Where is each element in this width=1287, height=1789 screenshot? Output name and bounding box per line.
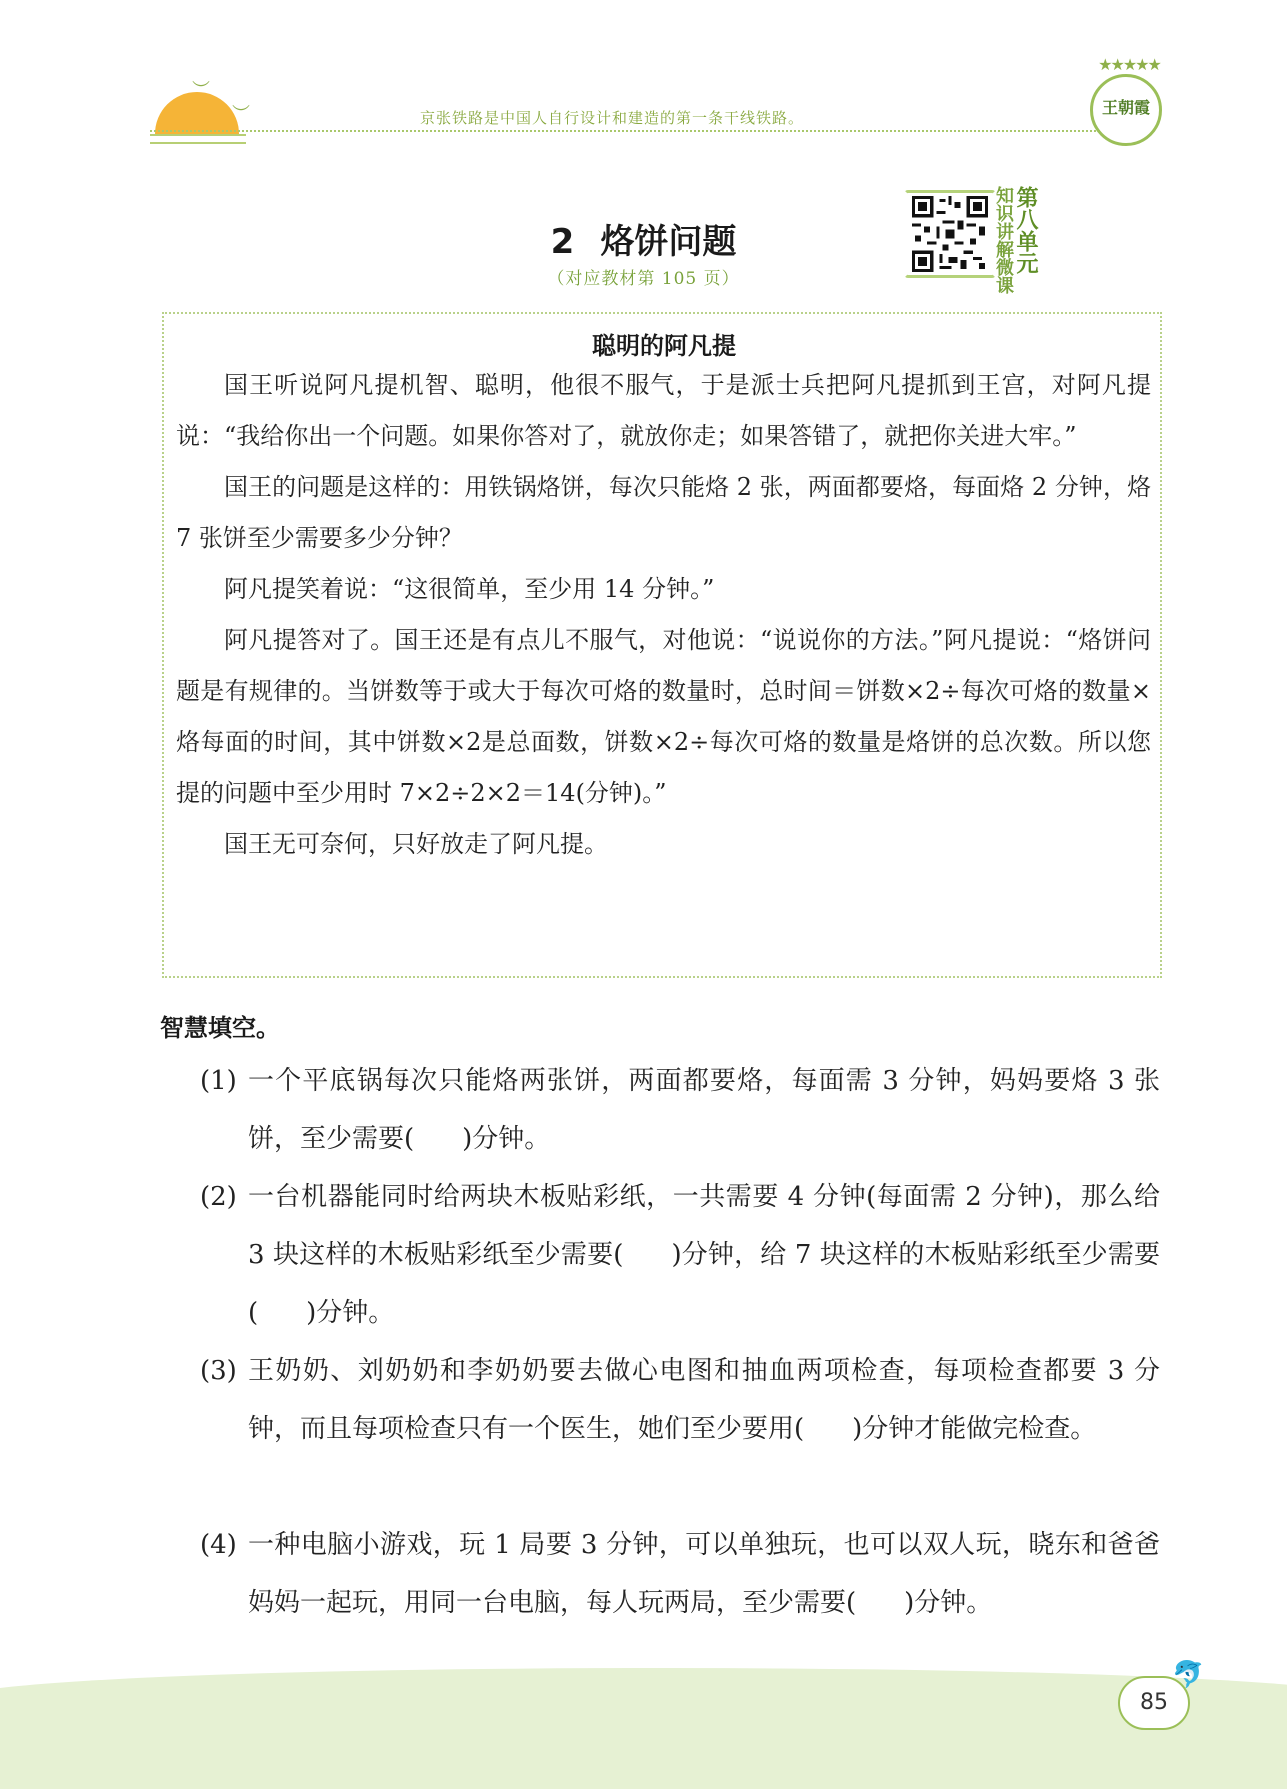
story-paragraph: 国王听说阿凡提机智、聪明，他很不服气，于是派士兵把阿凡提抓到王宫，对阿凡提说：“我给你出一个问题。如果你答对了，就放你走；如果答错了，就把你关进大牢。” — [176, 371, 1151, 450]
question-text: )分钟，给 7 块这样的木板贴彩纸至少需要( — [248, 1240, 1161, 1328]
qr-code-icon[interactable] — [912, 196, 988, 272]
lesson-subtitle: （对应教材第 105 页） — [547, 269, 740, 289]
question-3 — [200, 1342, 1160, 1458]
lesson-number: 2 — [550, 222, 575, 262]
story-paragraph: 阿凡提答对了。国王还是有点儿不服气，对他说：“说说你的方法。”阿凡提说：“烙饼问题是有规律的。当饼数等于或大于每次可烙的数量时，总时间＝饼数×2÷每次可烙的数量×烙每面的时间，其中饼数×2是总面数，饼数×2÷每次可烙的数量是烙饼的总次数。所以您提的问题中至少用时 7×2÷2×2＝14(分钟)。” — [176, 626, 1151, 807]
story-body — [176, 360, 1151, 870]
question-number: (4) — [200, 1530, 237, 1560]
lesson-title — [0, 214, 1287, 263]
question-text: 一种电脑小游戏，玩 1 局要 3 分钟，可以单独玩，也可以双人玩，晓东和爸爸妈妈一起玩，用同一台电脑，每人玩两局，至少需要( — [248, 1530, 1160, 1618]
question-text: )分钟才能做完检查。 — [852, 1414, 1097, 1444]
story-paragraph: 阿凡提笑着说：“这很简单，至少用 14 分钟。” — [224, 575, 715, 603]
header-divider — [150, 130, 1100, 132]
qr-label-unit: 第八单元 — [1013, 186, 1038, 274]
question-number: (1) — [200, 1066, 237, 1096]
dolphin-icon: 🐬 — [1172, 1660, 1205, 1690]
lesson-title-text: 烙饼问题 — [600, 222, 737, 262]
bird-icon: ︶ — [232, 104, 250, 125]
page-number: 85 — [1118, 1676, 1190, 1730]
header-motto: 京张铁路是中国人自行设计和建造的第一条干线铁路。 — [420, 109, 805, 127]
story-paragraph: 国王的问题是这样的：用铁锅烙饼，每次只能烙 2 张，两面都要烙，每面烙 2 分钟，烙 7 张饼至少需要多少分钟？ — [176, 473, 1151, 552]
brand-logo — [1090, 55, 1162, 146]
question-4 — [200, 1516, 1160, 1632]
question-number: (2) — [200, 1182, 237, 1212]
story-box — [162, 312, 1162, 978]
question-text: 王奶奶、刘奶奶和李奶奶要去做心电图和抽血两项检查，每项检查都要 3 分钟，而且每项检查只有一个医生，她们至少要用( — [248, 1356, 1160, 1444]
footer-background — [0, 1690, 1287, 1789]
question-text: )分钟。 — [462, 1124, 551, 1154]
exercise-heading: 智慧填空。 — [160, 1014, 280, 1042]
question-2 — [200, 1168, 1160, 1342]
question-text: )分钟。 — [904, 1588, 993, 1618]
sun-reflection-lines — [150, 134, 246, 150]
question-text: )分钟。 — [306, 1298, 395, 1328]
question-1 — [200, 1052, 1160, 1168]
question-text: 一台机器能同时给两块木板贴彩纸，一共需要 4 分钟(每面需 2 分钟)，那么给 3 块这样的木板贴彩纸至少需要( — [248, 1182, 1160, 1270]
brand-name: 王朝霞 — [1101, 98, 1150, 117]
story-title: 聪明的阿凡提 — [592, 332, 736, 360]
bird-icon: ︶ — [192, 80, 210, 101]
question-number: (3) — [200, 1356, 237, 1386]
question-text: 一个平底锅每次只能烙两张饼，两面都要烙，每面需 3 分钟，妈妈要烙 3 张饼，至少需要( — [248, 1066, 1160, 1154]
qr-label-micro-lesson: 知识讲解微课 — [993, 186, 1014, 294]
story-paragraph: 国王无可奈何，只好放走了阿凡提。 — [224, 830, 608, 858]
brand-stars-icon: ★★★★★ — [1098, 55, 1160, 74]
